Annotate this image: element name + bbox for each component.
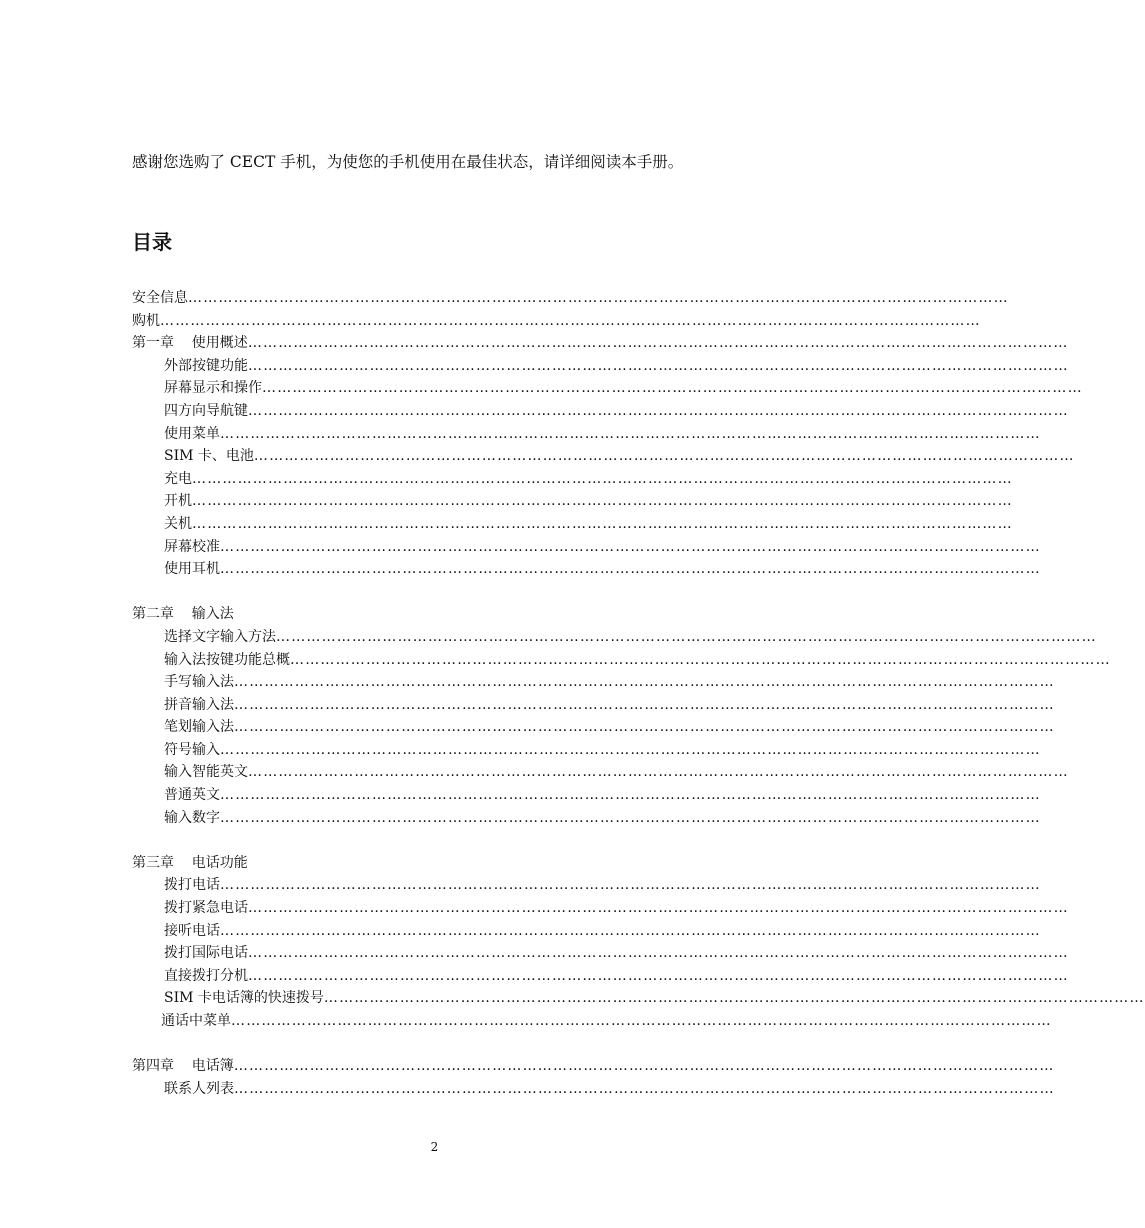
toc-entry-label: 充电 [164,470,192,487]
toc-entry-numbers [132,807,1041,830]
dot-leader: ……………………………………………………………………………………………………………………………………………… [220,877,1041,894]
toc-entry-label: 通话中菜单 [161,1013,231,1029]
toc-entry-label: 安全信息 [132,290,188,306]
dot-leader: ……………………………………………………………………………………………………………………………………………… [248,764,1069,781]
toc-entry-label: 使用耳机 [164,561,220,578]
toc-entry-sim-speed-dial [132,987,1145,1010]
dot-leader: ……………………………………………………………………………………………………………………………………………… [248,967,1069,984]
dot-leader: ……………………………………………………………………………………………………………………………………………… [234,696,1055,713]
toc-entry-extension-dial [132,965,1069,988]
dot-leader: ……………………………………………………………………………………………………………………………………………… [192,470,1013,487]
toc-entry-plain-english [132,784,1041,807]
toc-entry-select-input [132,626,1097,649]
dot-leader: ……………………………………………………………………………………………………………………………………………… [220,561,1041,578]
table-of-contents [132,287,1145,1100]
toc-entry-label: 外部按键功能 [164,357,248,374]
toc-heading: 目录 [132,230,172,254]
toc-entry-make-call [132,874,1041,897]
toc-entry-label: 拼音输入法 [164,696,234,713]
dot-leader: ……………………………………………………………………………………………………………………………………………… [234,1080,1055,1097]
toc-entry-emergency-call [132,897,1069,920]
toc-entry-symbols [132,739,1041,762]
dot-leader: ……………………………………………………………………………………………………………………………………………… [248,945,1069,962]
toc-entry-answer-call [132,920,1041,943]
toc-entry-label: 笔划输入法 [164,719,234,736]
dot-leader: ……………………………………………………………………………………………………………………………………………… [323,990,1145,1007]
toc-entry-screen-calibration [132,536,1041,559]
dot-leader: ……………………………………………………………………………………………………………………………………………… [192,515,1013,532]
toc-entry-label: 输入数字 [164,809,220,826]
toc-entry-label: 接听电话 [164,922,220,939]
toc-entry-label: 第四章 电话簿 [132,1058,234,1075]
toc-entry-stroke [132,716,1055,739]
toc-entry-pinyin [132,694,1055,717]
toc-entry-handwriting [132,671,1055,694]
toc-entry-label: 拨打紧急电话 [164,900,248,917]
toc-entry-label: 屏幕校准 [164,538,220,555]
toc-entry-in-call-menu [132,1010,1052,1033]
toc-entry-purchase [132,310,981,333]
toc-entry-label: 四方向导航键 [164,402,248,419]
dot-leader: ……………………………………………………………………………………………………………………………………………… [248,900,1069,917]
toc-chapter-title: 第二章 输入法 [132,606,234,623]
dot-leader: ……………………………………………………………………………………………………………………………………………… [160,312,981,329]
toc-entry-chapter-3 [132,852,657,875]
dot-leader: ……………………………………………………………………………………………………………………………………………… [248,357,1069,374]
toc-entry-screen-display [132,377,1083,400]
toc-entry-label: 选择文字输入方法 [164,628,276,645]
dot-leader: ……………………………………………………………………………………………………………………………………………… [276,628,1097,645]
toc-entry-label: 开机 [164,493,192,510]
toc-entry-power-off [132,513,1013,536]
dot-leader: ……………………………………………………………………………………………………………………………………………… [188,290,1009,306]
dot-leader: ……………………………………………………………………………………………………………………………………………… [234,719,1055,736]
dot-leader: ……………………………………………………………………………………………………………………………………………… [231,1013,1052,1029]
toc-entry-chapter-4 [132,1055,1055,1078]
toc-entry-external-keys [132,355,1069,378]
dot-leader: ……………………………………………………………………………………………………………………………………………… [192,493,1013,510]
dot-leader: ……………………………………………………………………………………………………………………………………………… [234,674,1055,691]
toc-entry-sim-battery [132,445,1075,468]
toc-entry-label: 使用菜单 [164,425,220,442]
dot-leader: ……………………………………………………………………………………………………………………………………………… [290,651,1111,668]
dot-leader: ……………………………………………………………………………………………………………………………………………… [248,402,1069,419]
toc-entry-label: SIM 卡、电池 [164,448,254,465]
dot-leader: ……………………………………………………………………………………………………………………………………………… [220,425,1041,442]
toc-entry-safety-info [132,287,1009,310]
toc-entry-nav-key [132,400,1069,423]
toc-entry-label: 拨打国际电话 [164,945,248,962]
toc-entry-menu-use [132,423,1041,446]
page-number: 2 [430,1140,439,1154]
toc-entry-label: 联系人列表 [164,1080,234,1097]
toc-entry-label: 输入智能英文 [164,764,248,781]
toc-entry-headset [132,558,1041,581]
toc-entry-input-keys [132,649,1111,672]
toc-entry-label: 手写输入法 [164,674,234,691]
intro-paragraph: 感谢您选购了 CECT 手机，为使您的手机使用在最佳状态，请详细阅读本手册。 [132,153,684,171]
dot-leader: ……………………………………………………………………………………………………………………………………………… [233,1058,1055,1075]
toc-entry-label: 输入法按键功能总概 [164,651,290,668]
dot-leader: ……………………………………………………………………………………………………………………………………………… [220,538,1041,555]
toc-entry-label: 直接拨打分机 [164,967,248,984]
dot-leader: ……………………………………………………………………………………………………………………………………………… [247,335,1069,352]
toc-entry-label: 第一章 使用概述 [132,335,248,352]
toc-entry-label: 拨打电话 [164,877,220,894]
toc-entry-power-on [132,490,1013,513]
toc-entry-label: 屏幕显示和操作 [164,380,262,397]
toc-entry-label: 购机 [132,312,160,329]
toc-entry-label: SIM 卡电话簿的快速拨号 [164,990,324,1007]
toc-entry-label: 符号输入 [164,741,220,758]
toc-entry-chapter-1 [132,332,1069,355]
toc-entry-label: 普通英文 [164,787,220,804]
toc-entry-international-call [132,942,1069,965]
toc-chapter-title: 第三章 电话功能 [132,854,248,871]
toc-entry-contact-list [132,1078,1055,1101]
dot-leader: ……………………………………………………………………………………………………………………………………………… [220,809,1041,826]
dot-leader: ……………………………………………………………………………………………………………………………………………… [220,741,1041,758]
dot-leader: ……………………………………………………………………………………………………………………………………………… [262,380,1083,397]
toc-entry-label: 关机 [164,515,192,532]
dot-leader: ……………………………………………………………………………………………………………………………………………… [253,448,1075,465]
toc-entry-chapter-2 [132,603,657,626]
toc-entry-charging [132,468,1013,491]
dot-leader: ……………………………………………………………………………………………………………………………………………… [220,922,1041,939]
toc-entry-smart-english [132,761,1069,784]
dot-leader: ……………………………………………………………………………………………………………………………………………… [220,787,1041,804]
